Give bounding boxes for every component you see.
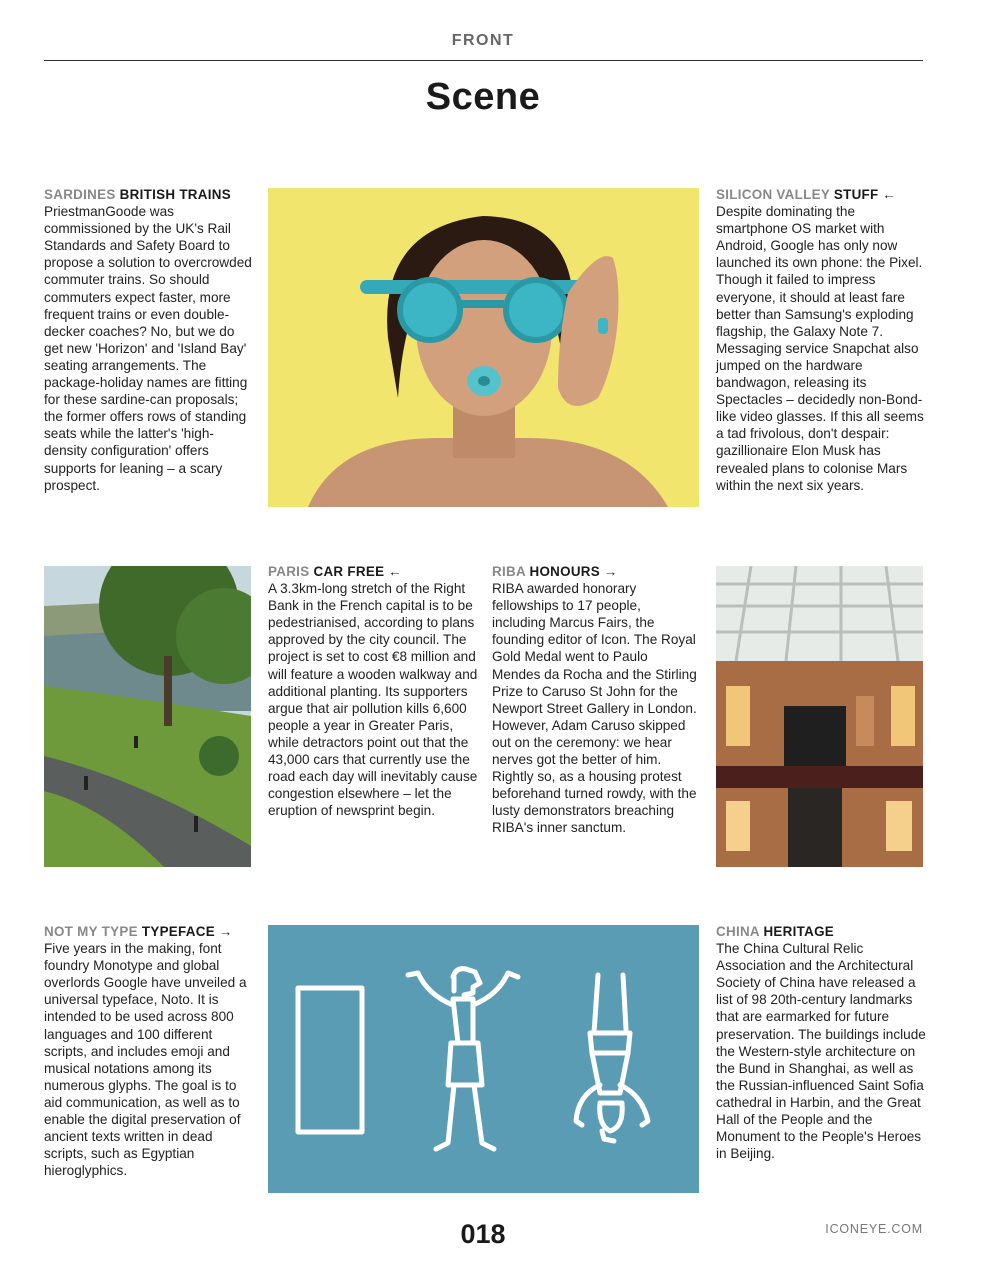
hieroglyph-glyphs-image [268, 925, 699, 1193]
article-kicker: PARIS [268, 564, 310, 579]
article-paris [268, 563, 480, 819]
article-body: A 3.3km-long stretch of the Right Bank in the French capital is to be pedestrianised, according to plans approved by the city council. The project is set to cost €8 million and will feature a wooden walkway and additional planting. Its supporters argue that air pollution kills 6,600 people a year in Greater Paris, while detractors point out that the 43,000 cars that currently use the road each day will inevitably cause congestion elsewhere – let the eruption of newsprint begin. [268, 581, 478, 819]
right-lens [506, 280, 566, 340]
article-topic: HERITAGE [763, 924, 835, 939]
article-silicon-valley [716, 186, 928, 494]
spectacles-illustration [268, 188, 699, 507]
tree-trunk [164, 656, 172, 726]
arrow-right-icon: → [604, 564, 618, 579]
article-kicker: RIBA [492, 564, 526, 579]
left-lens [400, 280, 460, 340]
page-number: 018 [460, 1219, 506, 1249]
pedestrian [84, 776, 88, 790]
article-topic: TYPEFACE [141, 924, 215, 939]
article-kicker: NOT MY TYPE [44, 924, 138, 939]
shrub [199, 736, 239, 776]
article-body: Five years in the making, font foundry Monotype and global overlords Google have unveiled a universal typeface, Noto. It is intended to be used across 800 languages and 100 different scripts, and includes emoji and musical notations among its numerous glyphs. The goal is to aid communication, as well as to enable the digital preservation of ancient texts written in dead scripts, such as Egyptian hieroglyphics. [44, 941, 247, 1179]
article-sardines [44, 186, 256, 494]
article-kicker: SARDINES [44, 187, 116, 202]
article-heading [492, 563, 698, 580]
arrow-left-icon: ← [388, 564, 403, 579]
article-heading [716, 923, 928, 940]
article-body: Despite dominating the smartphone OS market with Android, Google has only now launched its own phone: the Pixel. Though it failed to impress everyone, it should at least fare better than Samsung's exploding flagship, the Galaxy Note 7. Messaging service Snapchat also jumped on the hardware bandwagon, releasing its Spectacles – decidedly non-Bond-like video glasses. If this all seems a tad frivolous, don't despair: gazillionaire Elon Musk has revealed plans to colonise Mars within the next six years. [716, 204, 924, 493]
window [726, 801, 750, 851]
glyphs-illustration [268, 925, 699, 1193]
gallery-illustration [716, 566, 923, 867]
pedestrian [134, 736, 138, 748]
article-topic: BRITISH TRAINS [119, 187, 231, 202]
article-topic: CAR FREE [313, 564, 385, 579]
lift-base [788, 788, 842, 867]
column [856, 696, 874, 746]
article-riba [492, 563, 698, 837]
site-url: ICONEYE.COM [825, 1222, 923, 1236]
article-heading [716, 186, 928, 203]
nail [598, 318, 608, 334]
lips-center [478, 376, 490, 386]
arrow-right-icon: → [218, 924, 233, 939]
section-label: FRONT [451, 32, 515, 49]
spectacles-photo [268, 188, 699, 507]
pedestrian [194, 816, 198, 832]
article-body: The China Cultural Relic Association and the Architectural Society of China have released a list of 98 20th-century landmarks that are earmarked for future preservation. The buildings include the Western-style architecture on the Bund in Shanghai, as well as the Russian-influenced Saint Sofia cathedral in Harbin, and the Great Hall of the People and the Monument to the People's Heroes in Beijing. [716, 941, 926, 1162]
article-topic: HONOURS [529, 564, 601, 579]
paris-riverbank-photo [44, 566, 251, 867]
walkway-bridge [716, 766, 923, 788]
window [886, 801, 912, 851]
article-body: PriestmanGoode was commissioned by the UK's Rail Standards and Safety Board to propose a solution to overcrowded commuter trains. So should commuters expect faster, more frequent trains or even double-decker coaches? No, but we do get new 'Horizon' and 'Island Bay' seating arrangements. The package-holiday names are fitting for these sardine-can proposals; the former offers rows of standing seats while the latter's 'high-density configuration' offers supports for leaning – a scary prospect. [44, 204, 252, 493]
article-kicker: CHINA [716, 924, 760, 939]
glasses-bridge [460, 300, 504, 308]
header-rule [44, 60, 923, 61]
paris-illustration [44, 566, 251, 867]
glyph-background [268, 925, 699, 1193]
arrow-left-icon: ← [882, 187, 897, 202]
window [891, 686, 915, 746]
article-kicker: SILICON VALLEY [716, 187, 830, 202]
article-china [716, 923, 928, 1162]
article-typeface [44, 923, 256, 1179]
window [726, 686, 750, 746]
article-heading [268, 563, 480, 580]
page-title: Scene [425, 76, 541, 118]
article-topic: STUFF [833, 187, 879, 202]
article-heading [44, 186, 256, 203]
article-body: RIBA awarded honorary fellowships to 17 people, including Marcus Fairs, the founding editor of Icon. The Royal Gold Medal went to Paulo Mendes da Rocha and the Stirling Prize to Caruso St John for the Newport Street Gallery in London. However, Adam Caruso skipped out on the ceremony: we hear nerves got the better of him. Rightly so, as a housing protest beforehand turned rowdy, with the lusty demonstrators breaching RIBA's inner sanctum. [492, 581, 697, 836]
article-heading [44, 923, 256, 940]
lift-tower [784, 706, 846, 776]
gallery-interior-photo [716, 566, 923, 867]
